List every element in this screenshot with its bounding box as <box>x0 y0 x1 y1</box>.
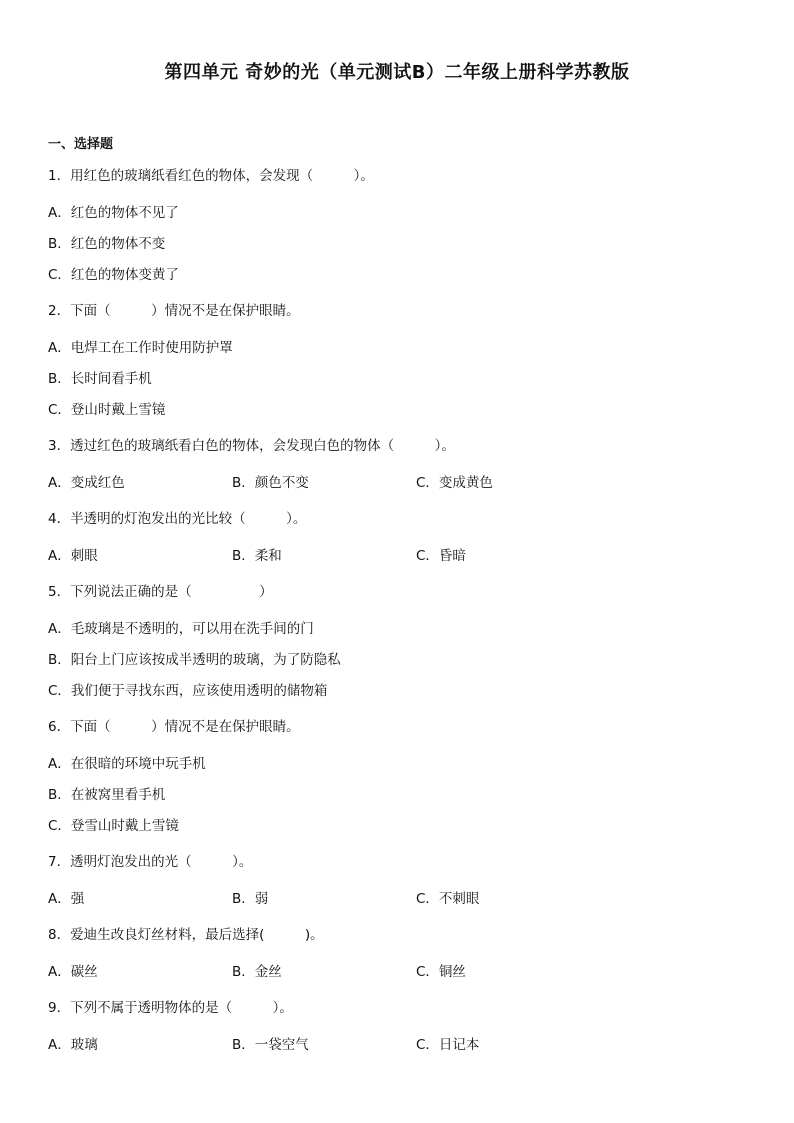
question-4-option-c: C．昏暗 <box>416 548 466 564</box>
page-title: 第四单元 奇妙的光（单元测试B）二年级上册科学苏教版 <box>164 62 630 83</box>
question-7-stem: 7．透明灯泡发出的光（ ）。 <box>48 854 253 870</box>
question-3-option-b: B．颜色不变 <box>232 475 309 491</box>
question-8-stem: 8．爱迪生改良灯丝材料，最后选择( )。 <box>48 927 324 943</box>
question-9-stem: 9．下列不属于透明物体的是（ ）。 <box>48 1000 293 1016</box>
question-7-option-a: A．强 <box>48 891 85 907</box>
question-9-options <box>48 1033 748 1053</box>
question-2-stem: 2．下面（ ）情况不是在保护眼睛。 <box>48 303 300 319</box>
question-4-option-a: A．刺眼 <box>48 548 98 564</box>
section-heading: 一、选择题 <box>48 137 114 152</box>
question-9-option-c: C．日记本 <box>416 1037 480 1053</box>
question-2-option-c: C．登山时戴上雪镜 <box>48 402 166 418</box>
question-5-option-b: B．阳台上门应该按成半透明的玻璃，为了防隐私 <box>48 652 341 668</box>
question-9-option-b: B．一袋空气 <box>232 1037 309 1053</box>
question-3-option-a: A．变成红色 <box>48 475 125 491</box>
question-1-stem: 1．用红色的玻璃纸看红色的物体，会发现（ ）。 <box>48 168 374 184</box>
question-2-option-a: A．电焊工在工作时使用防护罩 <box>48 340 233 356</box>
question-4-options <box>48 544 748 564</box>
question-4-stem: 4．半透明的灯泡发出的光比较（ ）。 <box>48 511 307 527</box>
question-5-option-a: A．毛玻璃是不透明的，可以用在洗手间的门 <box>48 621 314 637</box>
question-3-option-c: C．变成黄色 <box>416 475 493 491</box>
question-7-option-b: B．弱 <box>232 891 269 907</box>
question-5-option-c: C．我们便于寻找东西，应该使用透明的储物箱 <box>48 683 328 699</box>
question-6-option-b: B．在被窝里看手机 <box>48 787 166 803</box>
question-7-option-c: C．不刺眼 <box>416 891 480 907</box>
question-2-option-b: B．长时间看手机 <box>48 371 152 387</box>
question-7-options <box>48 887 748 907</box>
question-3-stem: 3．透过红色的玻璃纸看白色的物体，会发现白色的物体（ ）。 <box>48 438 455 454</box>
question-9-option-a: A．玻璃 <box>48 1037 98 1053</box>
question-5-stem: 5．下列说法正确的是（ ） <box>48 584 273 600</box>
question-6-option-c: C．登雪山时戴上雪镜 <box>48 818 179 834</box>
question-1-option-a: A．红色的物体不见了 <box>48 205 179 221</box>
question-8-option-a: A．碳丝 <box>48 964 98 980</box>
question-6-option-a: A．在很暗的环境中玩手机 <box>48 756 206 772</box>
question-8-option-b: B．金丝 <box>232 964 282 980</box>
question-1-option-c: C．红色的物体变黄了 <box>48 267 179 283</box>
question-8-option-c: C．铜丝 <box>416 964 466 980</box>
question-6-stem: 6．下面（ ）情况不是在保护眼睛。 <box>48 719 300 735</box>
question-3-options <box>48 471 748 491</box>
question-8-options <box>48 960 748 980</box>
question-4-option-b: B．柔和 <box>232 548 282 564</box>
question-1-option-b: B．红色的物体不变 <box>48 236 166 252</box>
